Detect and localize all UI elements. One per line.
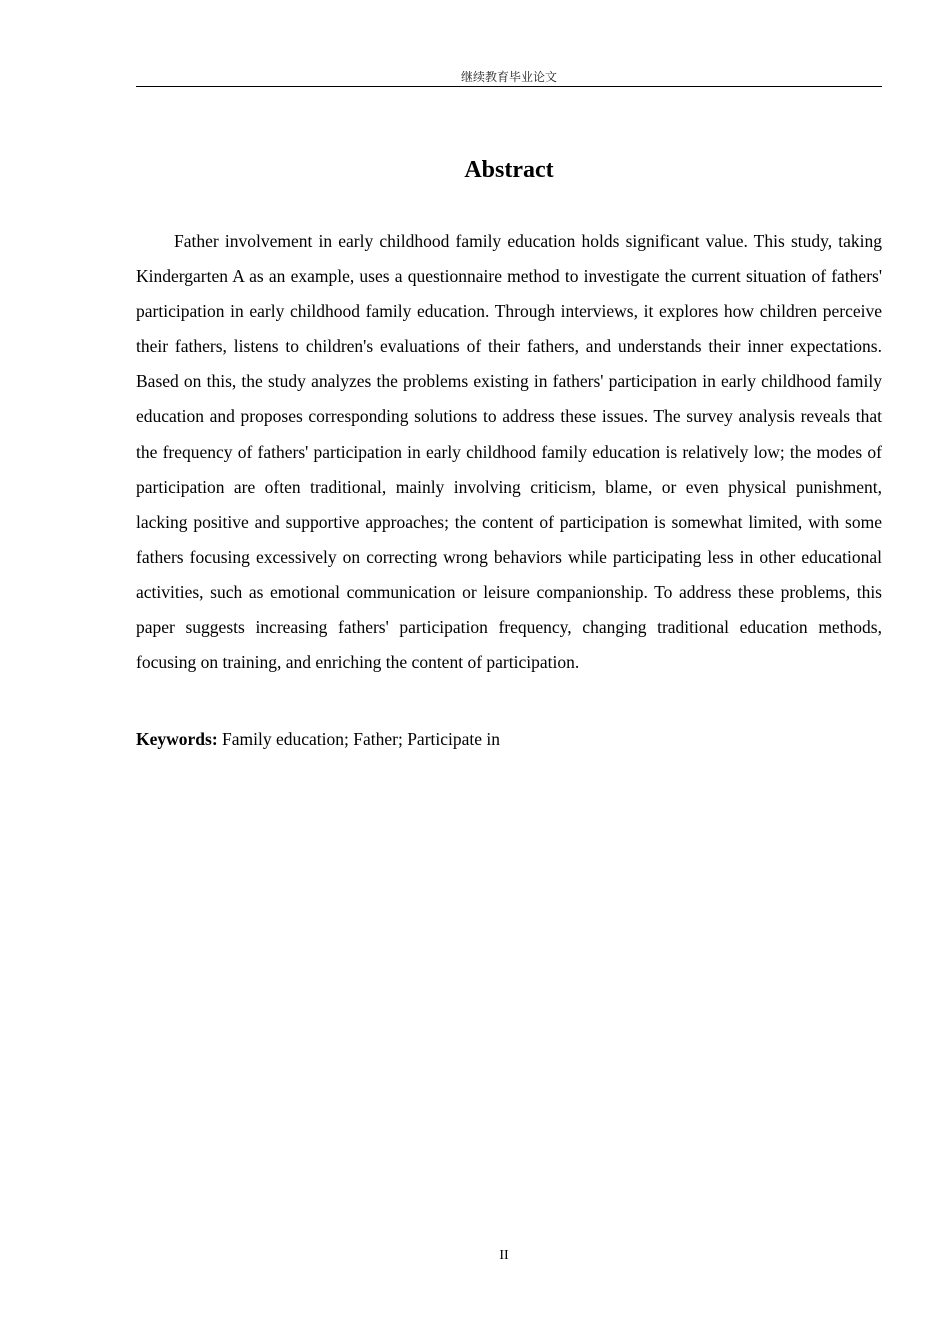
header-text: 继续教育毕业论文 [460, 70, 557, 84]
page-header [136, 68, 882, 87]
keywords-line [136, 724, 882, 754]
abstract-title: Abstract [464, 157, 554, 183]
abstract-body: Father involvement in early childhood family education holds significant value. This study, taking Kindergarten A as an example, uses a questionnaire method to investigate the current situation of fathers' participation in early childhood family education. Through interviews, it explores how children perceive their fathers, listens to children's evaluations of their fathers, and understands their inner expectations. Based on this, the study analyzes the problems existing in fathers' participation in early childhood family education and proposes corresponding solutions to address these issues. The survey analysis reveals that the frequency of fathers' participation in early childhood family education is relatively low; the modes of participation are often traditional, mainly involving criticism, blame, or even physical punishment, lacking positive and supportive approaches; the content of participation is somewhat limited, with some fathers focusing excessively on correcting wrong behaviors while participating less in other educational activities, such as emotional communication or leisure companionship. To address these problems, this paper suggests increasing fathers' participation frequency, changing traditional education methods, focusing on training, and enriching the content of participation. [136, 231, 882, 673]
page-number: II [499, 1248, 509, 1263]
keywords-value: Family education; Father; Participate in [222, 729, 501, 749]
keywords-label: Keywords: [136, 729, 218, 749]
